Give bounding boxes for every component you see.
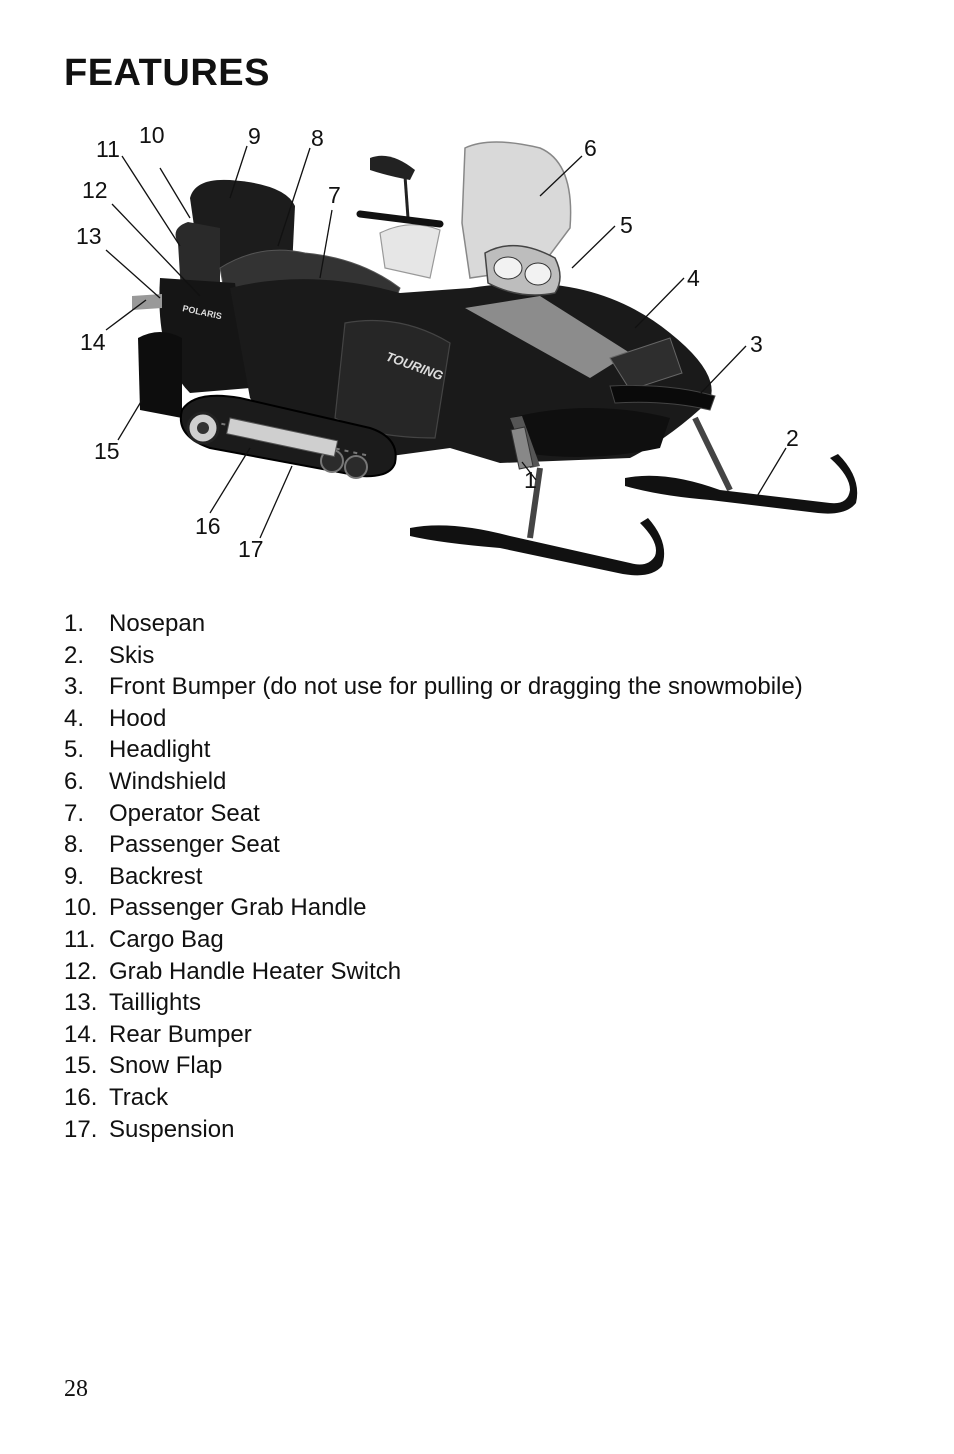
item-number: 5. — [64, 736, 85, 764]
item-number: 7. — [64, 799, 85, 827]
callout-11: 11 — [96, 136, 120, 162]
callout-8: 8 — [311, 125, 324, 151]
ski-left-shape — [410, 518, 664, 575]
item-number: 14. — [64, 1020, 98, 1048]
list-item — [64, 892, 803, 924]
item-label: Cargo Bag — [109, 925, 224, 953]
list-item — [64, 1082, 803, 1114]
callout-12: 12 — [82, 177, 108, 203]
callout-14: 14 — [80, 329, 106, 355]
item-number: 8. — [64, 831, 85, 859]
mirror-shape — [370, 156, 415, 180]
item-label: Rear Bumper — [109, 1020, 252, 1048]
callout-4: 4 — [687, 265, 700, 291]
handlebar-shape — [360, 214, 440, 224]
snowmobile-figure — [70, 118, 870, 588]
callout-7: 7 — [328, 182, 341, 208]
list-item — [64, 1019, 803, 1051]
item-label: Snow Flap — [109, 1052, 223, 1080]
item-label: Hood — [109, 704, 167, 732]
polaris-decal: POLARIS — [181, 303, 223, 322]
item-number: 1. — [64, 610, 85, 637]
features-list — [64, 608, 803, 1145]
item-label: Grab Handle Heater Switch — [109, 957, 402, 985]
item-number: 15. — [64, 1052, 98, 1080]
list-item — [64, 798, 803, 830]
item-number: 3. — [64, 673, 85, 701]
list-item — [64, 1114, 803, 1146]
list-item — [64, 956, 803, 988]
list-item — [64, 987, 803, 1019]
list-item — [64, 766, 803, 798]
snowmobile-diagram — [70, 118, 870, 588]
callout-13: 13 — [76, 223, 102, 249]
callout-9: 9 — [248, 123, 261, 149]
list-item — [64, 703, 803, 735]
item-number: 11. — [64, 925, 96, 953]
touring-decal: TOURING — [383, 348, 446, 384]
callout-3: 3 — [750, 331, 763, 357]
item-number: 2. — [64, 641, 85, 669]
callout-15: 15 — [94, 438, 120, 464]
item-number: 12. — [64, 957, 98, 985]
snow-flap-shape — [138, 332, 182, 418]
page-title: FEATURES — [64, 52, 270, 94]
item-label: Suspension — [109, 1115, 235, 1143]
list-item — [64, 1050, 803, 1082]
item-label: Backrest — [109, 862, 203, 890]
item-label: Headlight — [109, 736, 211, 764]
item-label: Nosepan — [109, 610, 206, 637]
item-label: Skis — [109, 641, 155, 669]
item-label: Passenger Grab Handle — [109, 894, 367, 922]
list-item — [64, 829, 803, 861]
ski-right-shape — [625, 454, 857, 514]
item-number: 9. — [64, 862, 85, 890]
idler-wheel-front — [345, 456, 367, 478]
item-label: Front Bumper (do not use for pulling or dragging the snowmobile) — [109, 673, 803, 701]
callout-5: 5 — [620, 212, 633, 238]
item-number: 4. — [64, 704, 85, 732]
callout-16: 16 — [195, 513, 221, 539]
item-number: 17. — [64, 1115, 98, 1143]
list-item — [64, 608, 803, 640]
item-label: Operator Seat — [109, 799, 260, 827]
item-label: Passenger Seat — [109, 831, 280, 859]
item-label: Taillights — [109, 989, 202, 1017]
item-number: 10. — [64, 894, 98, 922]
item-label: Track — [109, 1083, 169, 1111]
item-number: 16. — [64, 1083, 98, 1111]
list-item — [64, 924, 803, 956]
item-number: 13. — [64, 989, 98, 1017]
list-item — [64, 671, 803, 703]
callout-17: 17 — [238, 536, 264, 562]
item-number: 6. — [64, 767, 85, 795]
callout-10: 10 — [139, 122, 165, 148]
list-item — [64, 640, 803, 672]
hand-guard-shape — [380, 225, 440, 278]
item-label: Windshield — [109, 767, 227, 795]
list-item — [64, 861, 803, 893]
callout-6: 6 — [584, 135, 597, 161]
callout-1: 1 — [524, 467, 537, 493]
list-item — [64, 734, 803, 766]
callout-2: 2 — [786, 425, 799, 451]
page-number: 28 — [64, 1376, 88, 1402]
